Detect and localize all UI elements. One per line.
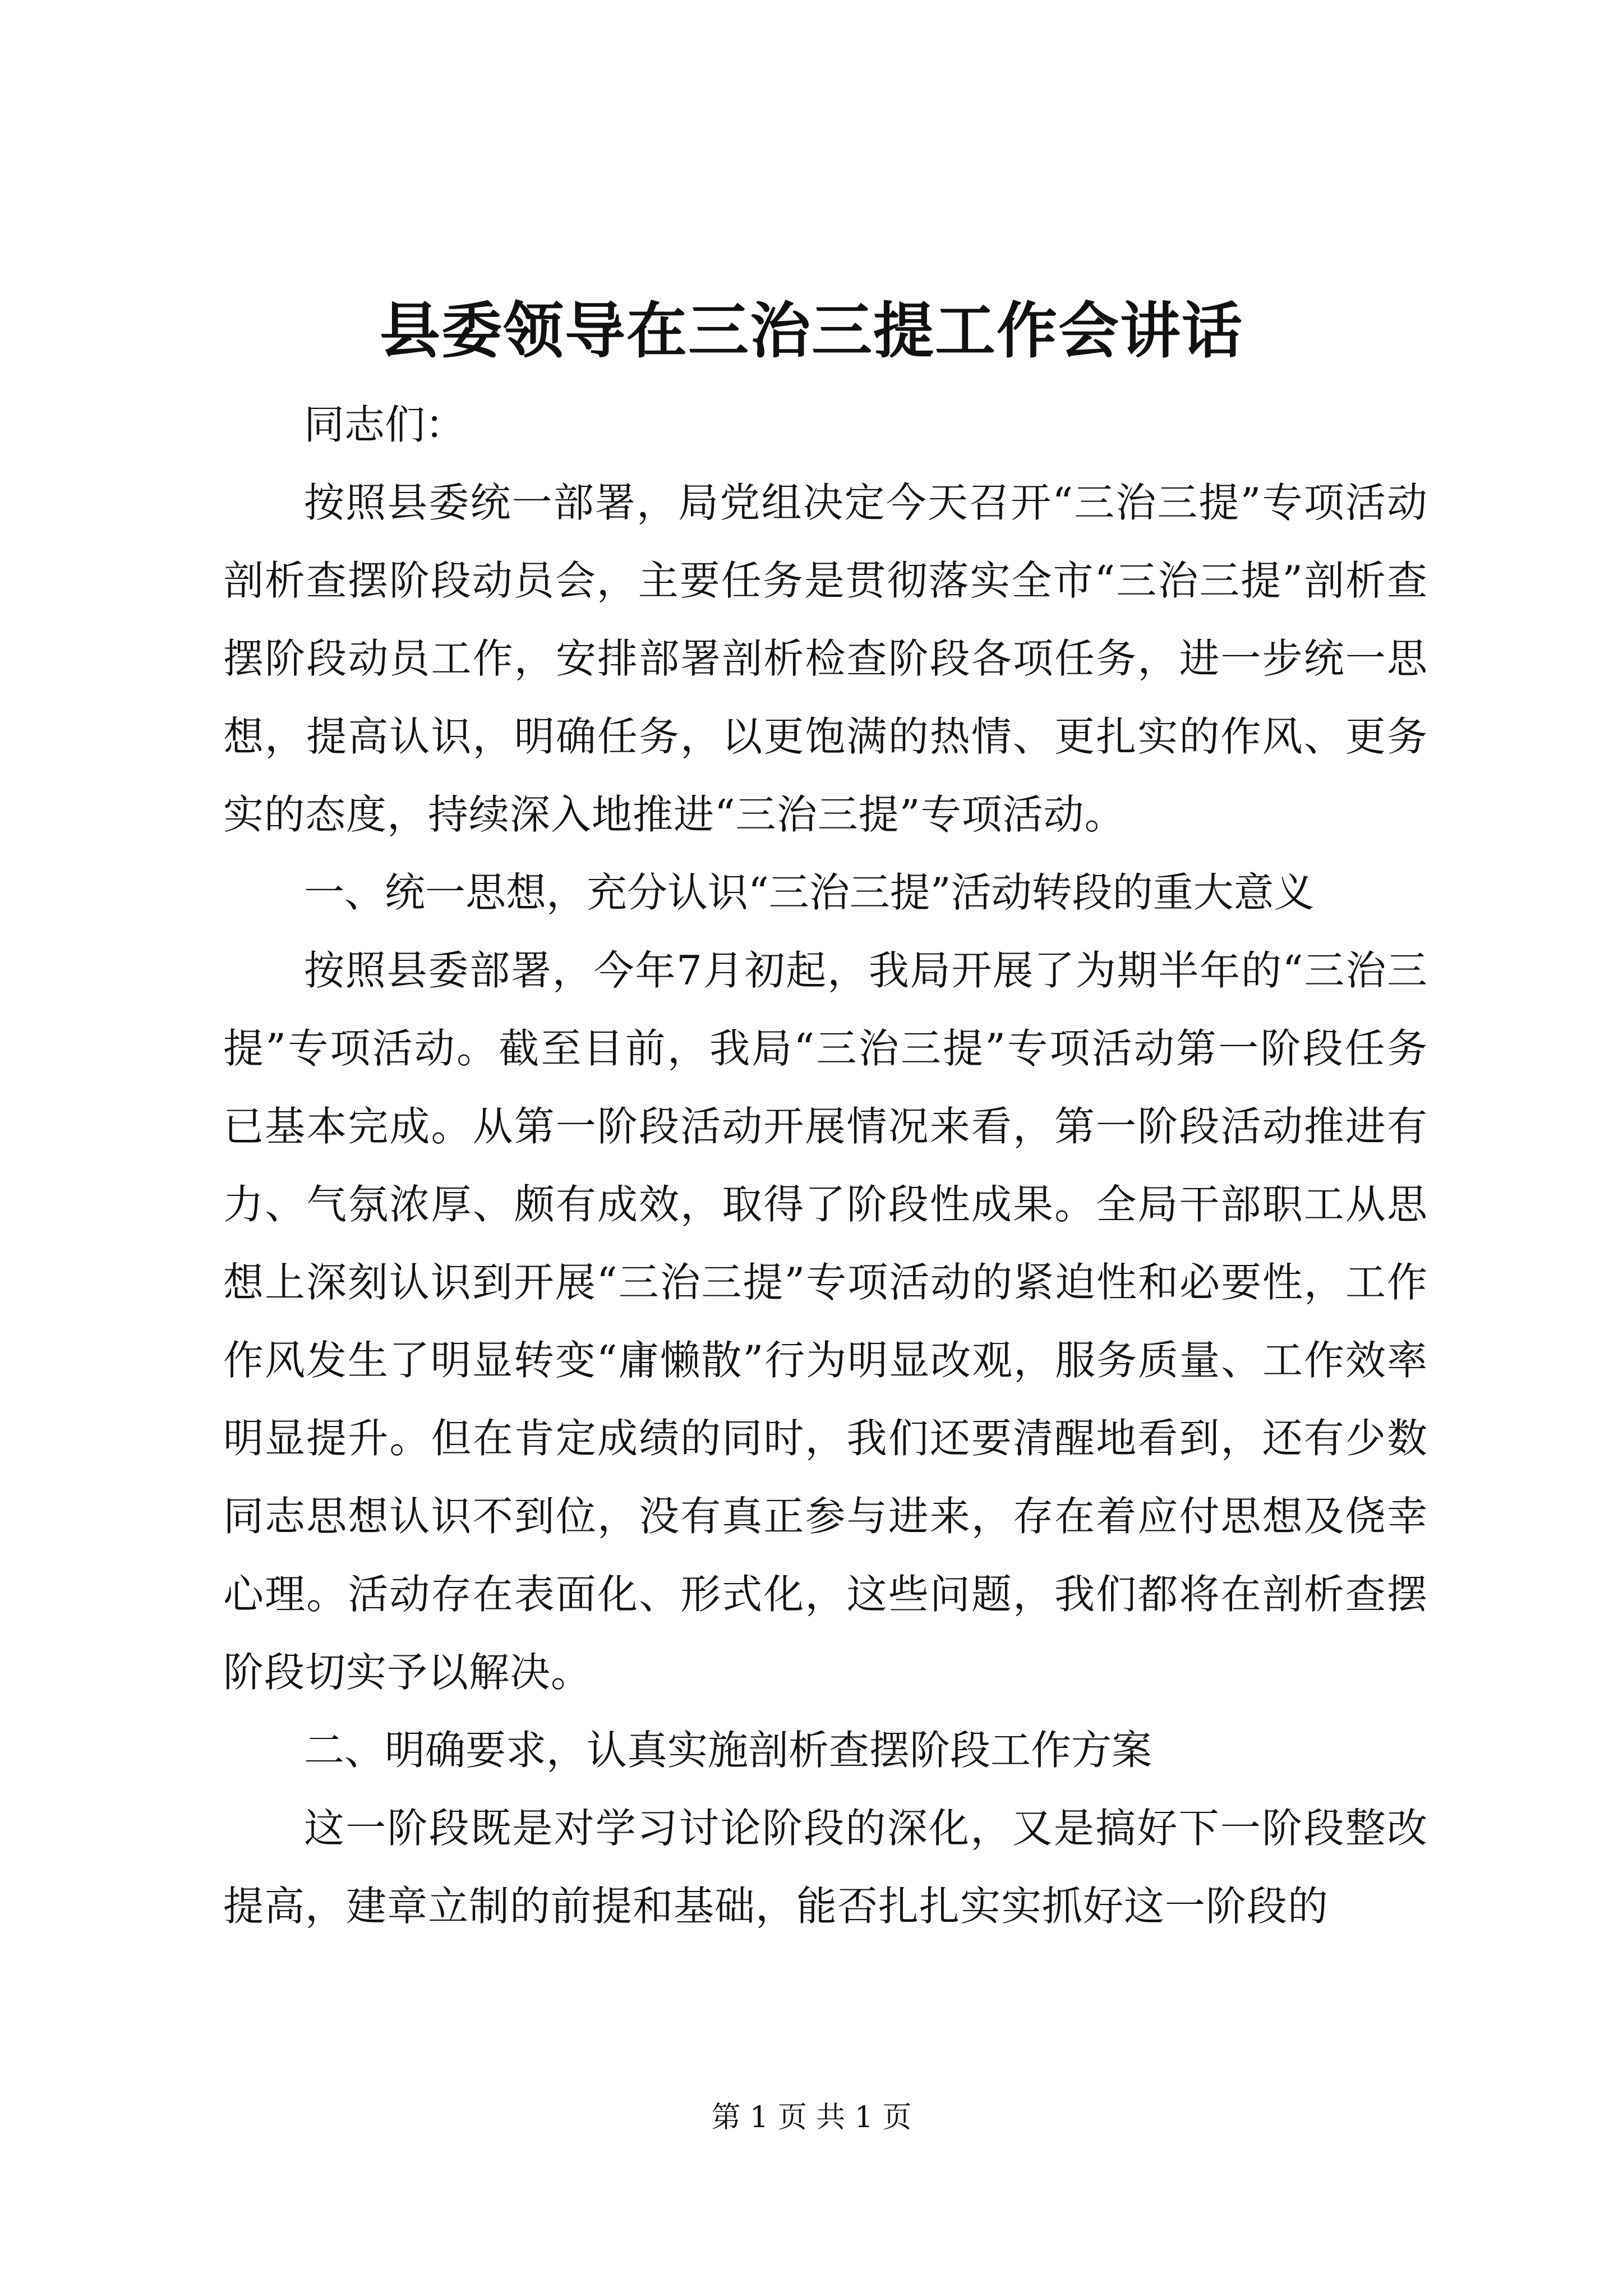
section-one-paragraph: 按照县委部署，今年7月初起，我局开展了为期半年的“三治三提”专项活动。截至目前，我局“三治三提”专项活动第一阶段任务已基本完成。从第一阶段活动开展情况来看，第一阶段活动推进有力、气氛浓厚、颇有成效，取得了阶段性成果。全局干部职工从思想上深刻认识到开展“三治三提”专项活动的紧迫性和必要性，工作作风发生了明显转变“庸懒散”行为明显改观，服务质量、工作效率明显提升。但在肯定成绩的同时，我们还要清醒地看到，还有少数同志思想认识不到位，没有真正参与进来，存在着应付思想及侥幸心理。活动存在表面化、形式化，这些问题，我们都将在剖析查摆阶段切实予以解决。 xyxy=(223,947,1428,1696)
section-heading-one: 一、统一思想，充分认识“三治三提”活动转段的重大意义 xyxy=(304,869,1315,916)
page-number-footer: 第 1 页 共 1 页 xyxy=(711,2101,912,2134)
section-heading-two: 二、明确要求，认真实施剖析查摆阶段工作方案 xyxy=(304,1727,1152,1774)
document-title: 县委领导在三治三提工作会讲话 xyxy=(379,296,1243,366)
salutation: 同志们： xyxy=(304,401,466,448)
document-body xyxy=(223,386,1428,1945)
section-two-paragraph: 这一阶段既是对学习讨论阶段的深化，又是搞好下一阶段整改提高，建章立制的前提和基础，能否扎扎实实抓好这一阶段的 xyxy=(223,1805,1428,1930)
intro-paragraph: 按照县委统一部署，局党组决定今天召开“三治三提”专项活动剖析查摆阶段动员会，主要任务是贯彻落实全市“三治三提”剖析查摆阶段动员工作，安排部署剖析检查阶段各项任务，进一步统一思想，提高认识，明确任务，以更饱满的热情、更扎实的作风、更务实的态度，持续深入地推进“三治三提”专项活动。 xyxy=(223,479,1428,838)
